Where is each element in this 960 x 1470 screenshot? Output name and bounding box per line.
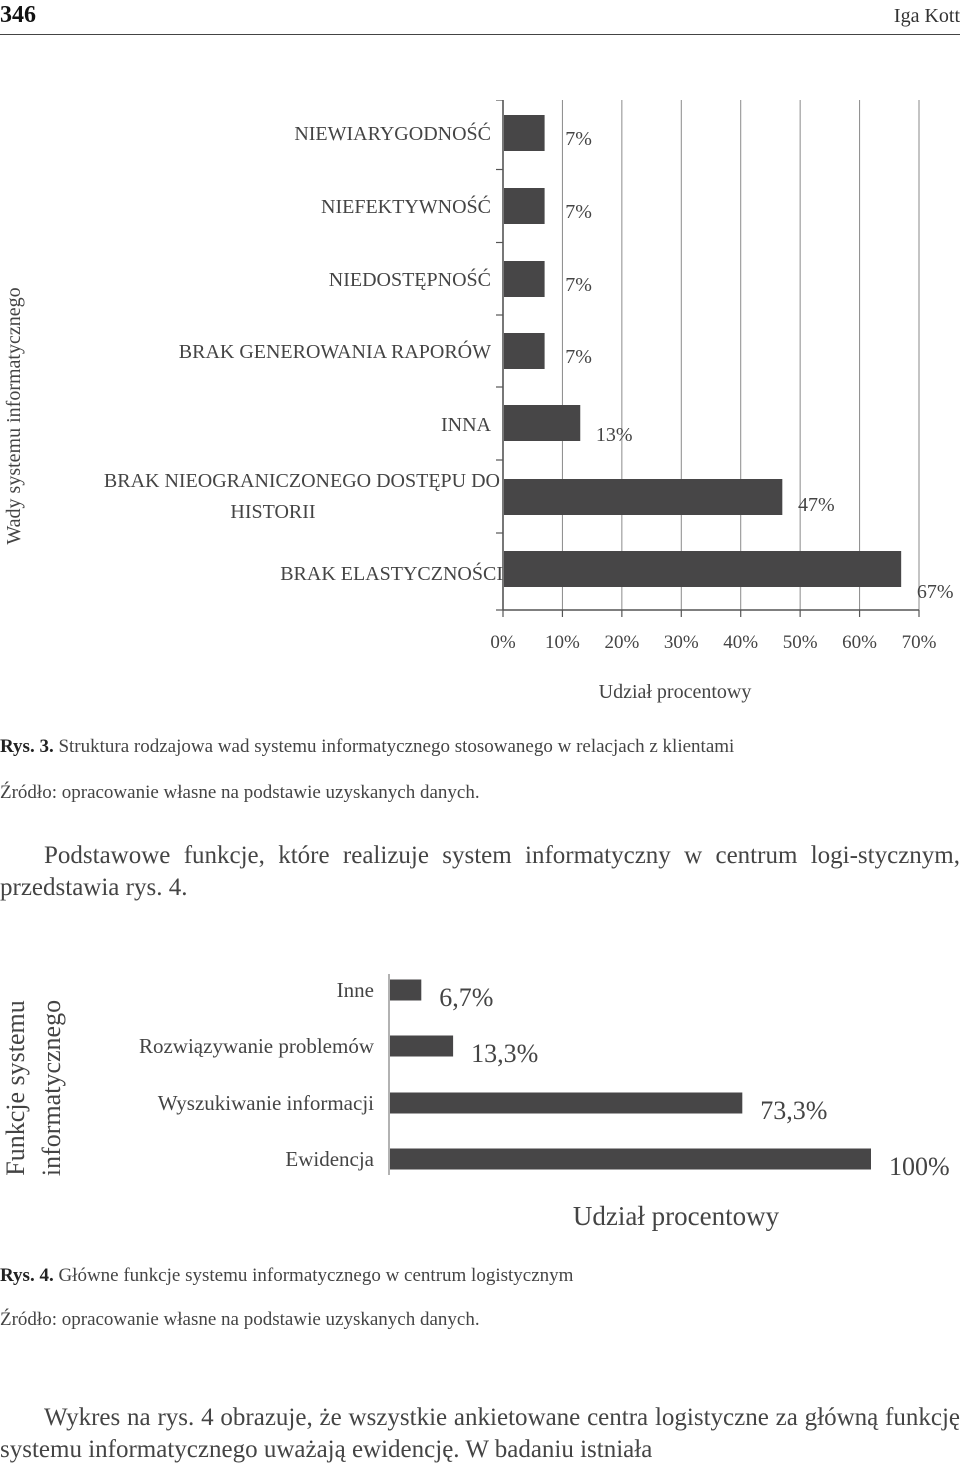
y-axis-title: Wady systemu informatycznego: [3, 287, 25, 545]
figure-4-chart: [0, 960, 960, 1250]
category-label: Ewidencja: [285, 1147, 374, 1171]
x-tick-label: 50%: [782, 632, 818, 653]
x-tick-label: 40%: [723, 632, 759, 653]
data-label: 13,3%: [471, 1039, 539, 1068]
data-label: 73,3%: [760, 1096, 828, 1125]
category-label: NIEWIARYGODNOŚĆ: [294, 123, 491, 145]
paragraph-1: [0, 840, 960, 904]
figure-4-label: Rys. 4.: [0, 1265, 54, 1286]
x-axis-title: Udział procentowy: [598, 681, 752, 703]
category-label: NIEDOSTĘPNOŚĆ: [328, 269, 491, 291]
bar: [504, 115, 545, 151]
bar: [504, 261, 545, 297]
figure-3-label: Rys. 3.: [0, 736, 54, 757]
bar: [504, 188, 545, 224]
category-label: Wyszukiwanie informacji: [157, 1091, 374, 1115]
data-label: 47%: [797, 494, 835, 516]
data-label: 100%: [889, 1152, 950, 1181]
bar: [504, 479, 782, 515]
category-label: Rozwiązywanie problemów: [138, 1034, 374, 1058]
figure-3-chart: [0, 100, 960, 710]
figure-4-source: Źródło: opracowanie własne na podstawie uzyskanych danych.: [0, 1309, 480, 1330]
x-tick-label: 0%: [490, 632, 516, 653]
data-label: 7%: [565, 274, 592, 296]
category-label: BRAK NIEOGRANICZONEGO DOSTĘPU DO HISTORII: [103, 470, 500, 523]
data-label: 7%: [565, 201, 592, 223]
figure-4-caption-text: Główne funkcje systemu informatycznego w centrum logistycznym: [58, 1265, 574, 1286]
bar: [390, 1036, 453, 1057]
category-label: BRAK ELASTYCZNOŚCI: [280, 563, 503, 585]
bar: [390, 1149, 871, 1170]
data-label: 67%: [916, 581, 954, 603]
data-label: 13%: [595, 424, 633, 446]
bar: [504, 333, 545, 369]
y-axis-title: Funkcje systemu informatycznego: [1, 999, 66, 1177]
x-tick-label: 10%: [545, 632, 580, 653]
bar: [390, 1093, 742, 1114]
category-label: BRAK GENEROWANIA RAPORÓW: [178, 341, 491, 363]
bar: [504, 405, 580, 441]
data-label: 7%: [565, 128, 592, 150]
x-tick-label: 60%: [842, 632, 877, 653]
data-label: 7%: [565, 346, 592, 368]
bar: [390, 980, 421, 1001]
paragraph-2-text: Wykres na rys. 4 obrazuje, że wszystkie ankietowane centra logistyczne za główną funkcję systemu informatycznego uważają ewidencję. W badaniu istniała: [0, 1404, 960, 1463]
category-label: INNA: [441, 414, 491, 436]
x-tick-label: 20%: [604, 632, 640, 653]
figure-3-caption-text: Struktura rodzajowa wad systemu informatycznego stosowanego w relacjach z klientami: [58, 736, 735, 757]
figure-3-caption: [0, 734, 734, 760]
x-tick-label: 30%: [663, 632, 699, 653]
x-axis-title: Udział procentowy: [572, 1201, 780, 1231]
running-header-author: Iga Kott: [893, 5, 960, 27]
paragraph-2: [0, 1402, 960, 1466]
header-rule: [0, 34, 960, 35]
page-number: 346: [0, 2, 36, 28]
category-label: NIEFEKTYWNOŚĆ: [321, 196, 491, 218]
x-tick-label: 70%: [901, 632, 937, 653]
bar: [504, 551, 901, 587]
paragraph-1-text: Podstawowe funkcje, które realizuje system informatyczny w centrum logi-stycznym, przedstawia rys. 4.: [0, 842, 960, 901]
figure-4-caption: [0, 1263, 573, 1289]
category-label: Inne: [336, 978, 374, 1002]
figure-3-source: Źródło: opracowanie własne na podstawie uzyskanych danych.: [0, 782, 480, 803]
data-label: 6,7%: [439, 983, 494, 1012]
